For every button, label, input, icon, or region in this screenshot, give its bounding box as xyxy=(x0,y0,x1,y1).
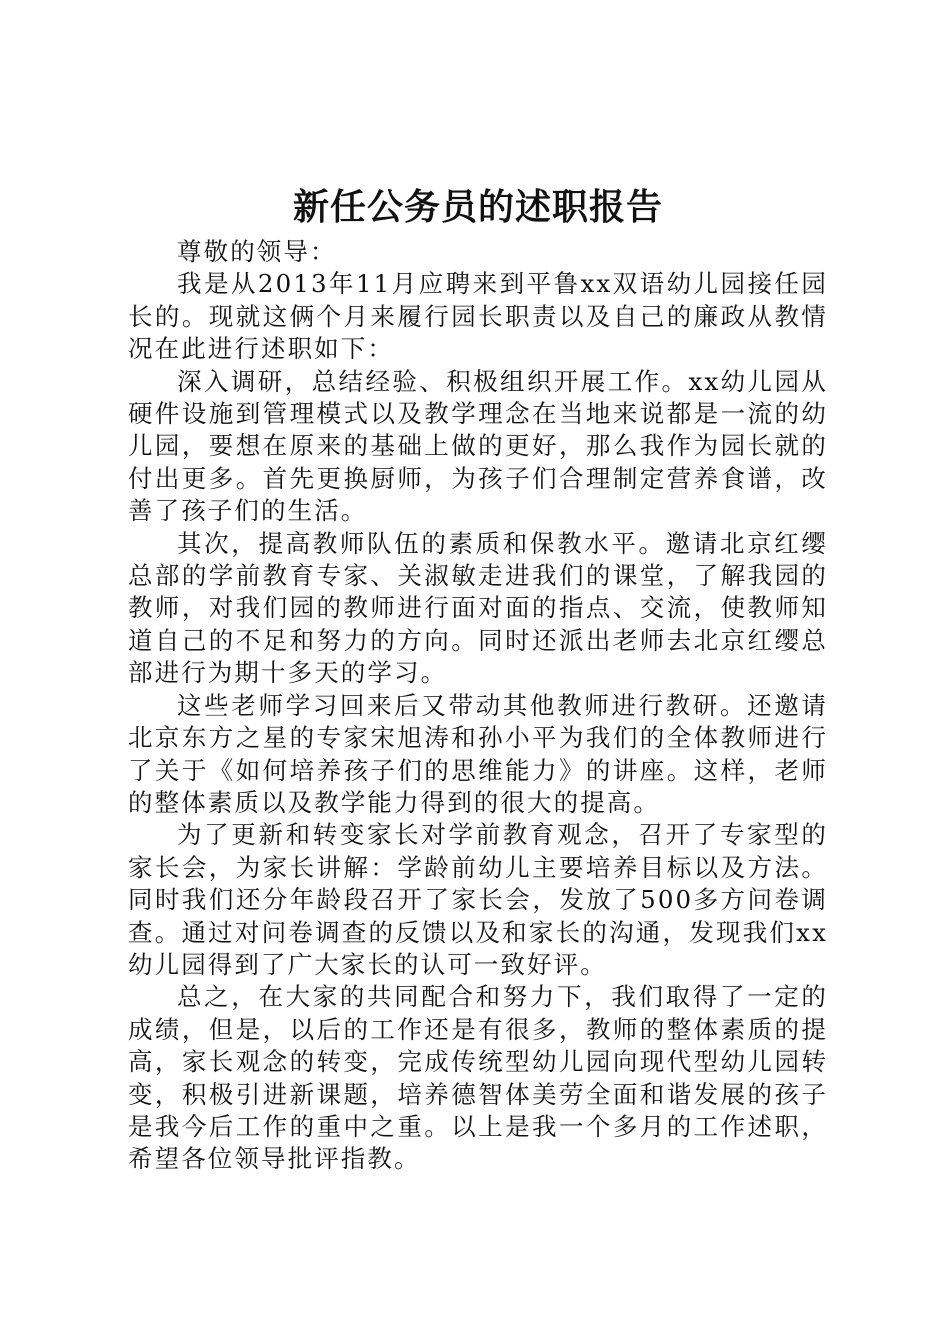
document-page xyxy=(128,178,828,1176)
paragraph-research: 深入调研，总结经验、积极组织开展工作。xx幼儿园从硬件设施到管理模式以及教学理念在当地来说都是一流的幼儿园，要想在原来的基础上做的更好，那么我作为园长就的付出更多。首先更换厨师，为孩子们合理制定营养食谱，改善了孩子们的生活。 xyxy=(128,366,828,526)
paragraph-intro: 我是从2013年11月应聘来到平鲁xx双语幼儿园接任园长的。现就这俩个月来履行园长职责以及自己的廉政从教情况在此进行述职如下： xyxy=(128,269,828,364)
paragraph-parents: 为了更新和转变家长对学前教育观念，召开了专家型的家长会，为家长讲解：学龄前幼儿主要培养目标以及方法。同时我们还分年龄段召开了家长会，发放了500多方问卷调查。通过对问卷调查的反馈以及和家长的沟通，发现我们xx幼儿园得到了广大家长的认可一致好评。 xyxy=(128,820,828,979)
document-body xyxy=(128,236,828,1176)
salutation: 尊敬的领导： xyxy=(177,237,337,266)
paragraph-conclusion: 总之，在大家的共同配合和努力下，我们取得了一定的成绩，但是，以后的工作还是有很多，教师的整体素质的提高，家长观念的转变，完成传统型幼儿园向现代型幼儿园转变，积极引进新课题，培养德智体美劳全面和谐发展的孩子是我今后工作的重中之重。以上是我一个多月的工作述职，希望各位领导批评指教。 xyxy=(128,982,828,1174)
document-title: 新任公务员的述职报告 xyxy=(292,186,663,228)
paragraph-teacher-quality: 其次，提高教师队伍的素质和保教水平。邀请北京红缨总部的学前教育专家、关淑敏走进我们的课堂，了解我园的教师，对我们园的教师进行面对面的指点、交流，使教师知道自己的不足和努力的方向。同时还派出老师去北京红缨总部进行为期十多天的学习。 xyxy=(128,528,828,688)
paragraph-teaching-research: 这些老师学习回来后又带动其他教师进行教研。还邀请北京东方之星的专家宋旭涛和孙小平为我们的全体教师进行了关于《如何培养孩子们的思维能力》的讲座。这样，老师的整体素质以及教学能力得到的很大的提高。 xyxy=(128,690,828,817)
